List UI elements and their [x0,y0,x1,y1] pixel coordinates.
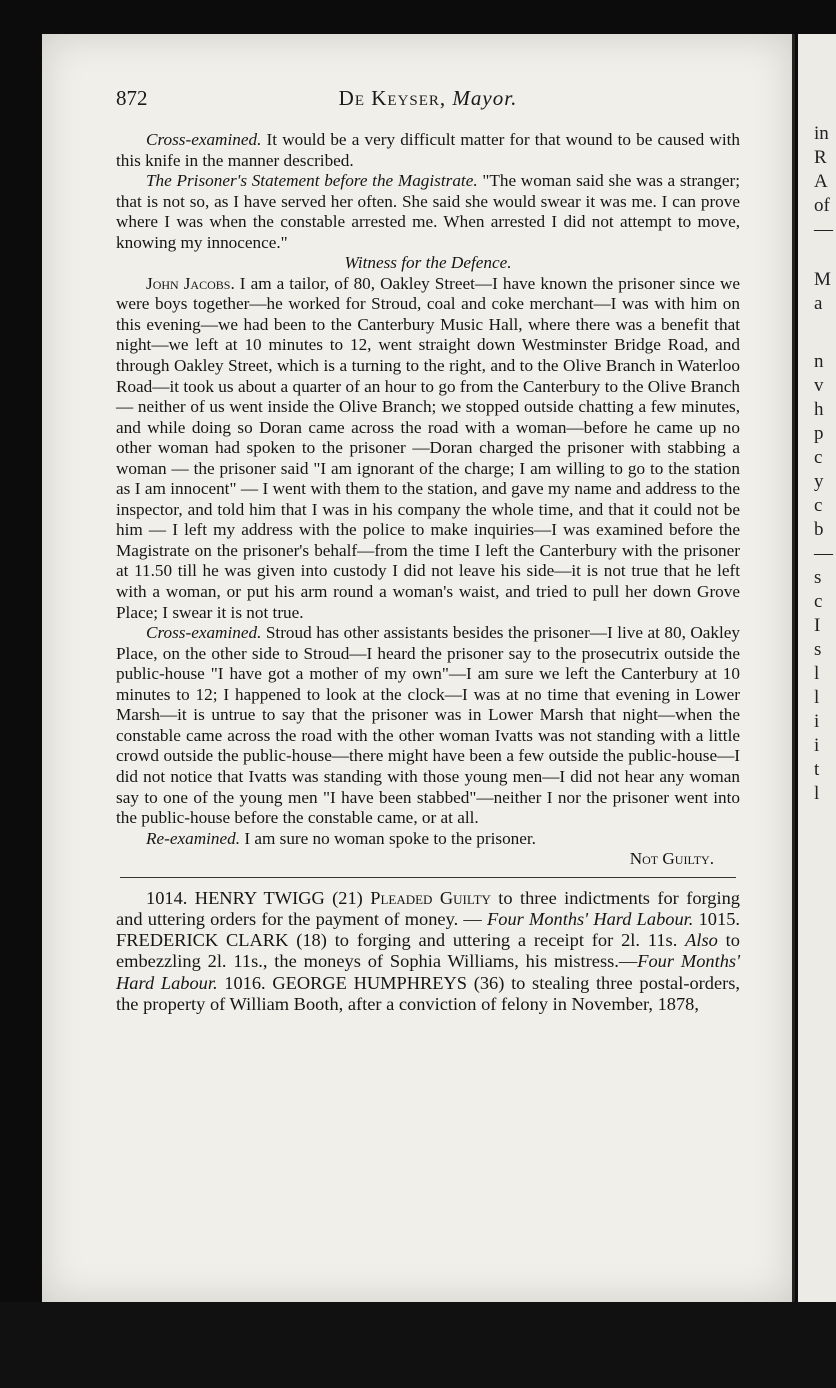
facing-page-fragment: b [814,519,824,540]
scan-border [0,1302,836,1388]
facing-page-fragment: n [814,351,824,372]
paragraph-witness-testimony [116,274,740,623]
paragraph-text: I am sure no woman spoke to the prisoner. [240,828,536,848]
facing-page-fragment: A [814,171,828,192]
paragraph-re-examined [116,829,740,850]
facing-page-fragment: c [814,495,823,516]
case-text: to forging and uttering a receipt for 2l. 11s. [334,930,686,951]
section-label: Cross-examined. [146,130,262,149]
facing-page-fragment: of [814,195,830,216]
case-number: 1015. [693,908,740,929]
case-text: to stealing three postal-orders, the property of William Booth, after a conviction of felony in November, 1878, [116,972,741,1014]
facing-page-fragment: t [814,759,820,780]
paragraph-text: "The woman said she was a stranger; that is not so, as I have served her often. She said she would swear it was me. I can prove where I was when the constable arrested me. When arrested I did not attempt to move, knowing my innocence." [116,171,741,252]
page-number: 872 [116,86,148,110]
paragraph-text: I am a tailor, of 80, Oakley Street—I have known the prisoner since we were boys together—he worked for Stroud, coal and coke merchant—I was with him on this evening—we had been to the Canterbury Music Hall, where there was a benefit that night—we left at 10 minutes to 12, went straight down Westminster Bridge Road, and through Oakley Street, which is a turning to the right, and to the Olive Branch in Waterloo Road—it took us about a quarter of an hour to go from the Canterbury to the Olive Branch — neither of us went inside the Olive Branch; we stopped outside chatting a few minutes, and while doing so Doran came across the road with a woman—before he came up no other woman had spoken to the prisoner —Doran charged the prisoner with stabbing a woman — the prisoner said "I am ignorant of the charge; I am willing to go to the station as I am innocent" — I went with them to the station, and gave my name and address to the inspector, and told him that I was in his company the whole time, and that it could not be him — I left my address with the police to make inquiries—I was examined before the Magistrate on the prisoner's behalf—from the time I left the Canterbury with the prisoner at 11.50 till he was given into custody I did not leave his side—it is not true that he left with a woman, or put his arm round a woman's waist, and tried to pull her down Grove Place; I swear it is not true. [116,273,741,622]
paragraph-text: Stroud has other assistants besides the prisoner—I live at 80, Oakley Place, on the other side to Stroud—I heard the prisoner say to the prosecutrix outside the public-house "I have got a mother of my own"—I am sure we left the Canterbury at 10 minutes to 12; I happened to look at the clock—I was at no time that evening in Lower Marsh—it is untrue to say that the prisoner was in Lower Marsh that night—when the constable came across the road with the other woman Ivatts was not standing with a little crowd outside the public-house—there might have been a few outside the public-house—I did not notice that Ivatts was standing with those young men—I did not hear any woman say to one of the young men "I have been stabbed"—neither I nor the prisoner went into the public-house before the constable came, or at all. [116,623,740,828]
running-title-office: Mayor. [452,86,518,110]
section-divider [120,877,736,878]
page-header [116,86,740,116]
facing-page-fragment: l [814,783,820,804]
facing-page-edge [798,34,836,1306]
page-body [116,130,740,1015]
facing-page-fragment: c [814,591,823,612]
facing-page-fragment: I [814,615,821,636]
facing-page-fragment: h [814,399,824,420]
paragraph-prisoner-statement [116,171,740,253]
facing-page-fragment: — [814,219,833,240]
facing-page-fragment: l [814,663,820,684]
facing-page-fragment: in [814,123,829,144]
facing-page-fragment: v [814,375,824,396]
facing-page-fragment: i [814,711,820,732]
facing-page-fragment: y [814,471,824,492]
facing-page-fragment: R [814,147,827,168]
paragraph-text: It would be a very difficult matter for that wound to be caused with this knife in the manner described. [116,130,740,170]
defendant-name: FREDERICK CLARK (18) [116,930,335,951]
sentence: Four Months' Hard Labour. [487,908,694,929]
witness-name: John Jacobs. [146,273,235,293]
paragraph-cross-examination [116,623,740,828]
facing-page-fragment: i [814,735,820,756]
facing-page-fragment: c [814,447,823,468]
facing-page-fragment: s [814,639,822,660]
defendant-name: GEORGE HUMPHREYS (36) [265,972,512,993]
facing-page-fragment: l [814,687,820,708]
paragraph-cross-examined [116,130,740,171]
case-text: to three indictments for forging and uttering orders for the payment of money. — [116,887,741,929]
case-number: 1016. [217,972,266,993]
facing-page-fragment: a [814,293,823,314]
facing-page-fragment: — [814,543,833,564]
case-text: to embezzling 2l. 11s., the moneys of Sophia Williams, his mistress.— [116,930,740,972]
verdict: Not Guilty. [629,849,714,869]
running-title [116,86,740,111]
running-title-name: De Keyser, [338,86,447,110]
facing-page-fragment: p [814,423,824,444]
case-also: Also [685,930,718,951]
section-label: Cross-examined. [146,623,262,643]
witness-heading: Witness for the Defence. [344,253,512,273]
plea: Pleaded Guilty [370,887,491,908]
facing-page-fragment: s [814,567,822,588]
case-number: 1014. [146,887,188,908]
paragraph-cases [116,888,740,1015]
facing-page-fragment: M [814,269,831,290]
section-label: Re-examined. [146,828,241,848]
section-label: The Prisoner's Statement before the Magistrate. [146,171,478,191]
defendant-name: HENRY TWIGG (21) [187,887,371,908]
sentence: Four Months' Hard Labour. [116,951,740,993]
